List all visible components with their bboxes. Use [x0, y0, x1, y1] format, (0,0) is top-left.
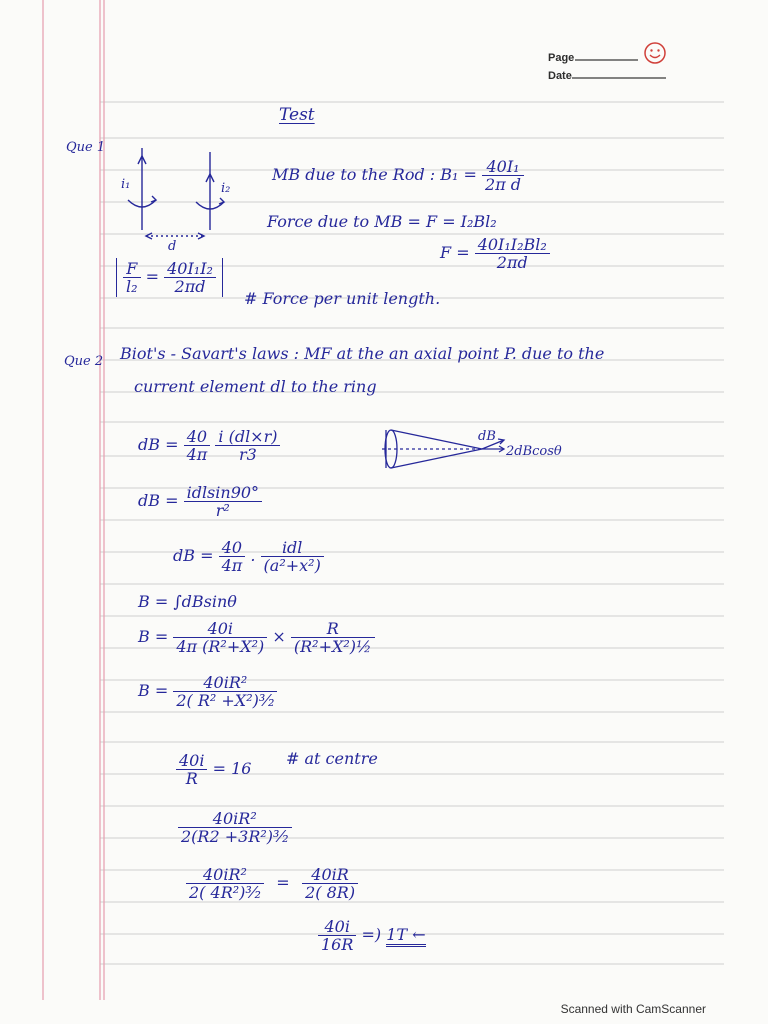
mb-equation	[272, 158, 524, 193]
biot-savart-intro-line2: current element dl to the ring	[134, 377, 377, 396]
equation-8	[178, 810, 292, 845]
eq3-lhs: dB =	[173, 546, 219, 565]
eq2-lhs: dB =	[138, 491, 184, 510]
eq5-b-den: (R²+X²)½	[293, 637, 372, 656]
boxed-result: $\frac{F}{\text{l₂}}$ = $\frac{\text{40I₁I₂}}{2\pi d}$	[116, 258, 223, 297]
eq10-fraction	[318, 918, 356, 953]
current-2-label: i₂	[221, 181, 231, 196]
eq9-equals: =	[276, 873, 290, 892]
force-text: Force due to MB =	[267, 212, 421, 231]
eq5-a-num: 40i	[173, 620, 267, 638]
mb-fraction	[482, 158, 524, 193]
mb-text: MB due to the Rod :	[272, 165, 436, 184]
eq1-const-den: 4π	[186, 445, 208, 464]
eq2-num: idlsin90°	[184, 484, 262, 502]
eq1-var-den: r3	[239, 445, 257, 464]
diagram-db-label: dB	[478, 429, 496, 444]
eq6-lhs: B =	[138, 681, 174, 700]
current-1-label: i₁	[121, 177, 131, 192]
force-rhs: F = I₂Bl₂	[426, 212, 497, 231]
eq10-num: 40i	[318, 918, 356, 936]
force-2-equation	[440, 236, 550, 271]
date-label: Date	[548, 70, 572, 82]
force-2-lhs: F =	[440, 243, 475, 262]
mb-lhs: B₁ =	[440, 165, 483, 184]
diagram-component-label: 2dBcosθ	[506, 444, 562, 459]
eq5-b-num: R	[291, 620, 375, 638]
eq5-lhs: B =	[138, 627, 174, 646]
unit-length-note: # Force per unit length.	[244, 289, 441, 308]
equation-2	[138, 484, 262, 519]
eq9b-fraction	[302, 866, 358, 901]
eq5-times: ×	[272, 627, 291, 646]
parallel-rods-diagram	[116, 138, 236, 248]
eq7-den: R	[185, 769, 198, 788]
mb-numerator: 40I₁	[482, 158, 524, 176]
eq9-den: 2( 4R²)³⁄₂	[189, 883, 261, 902]
eq2-den: r²	[215, 501, 230, 520]
question-2-label: Que 2	[64, 354, 104, 369]
page-label: Page	[548, 52, 575, 64]
eq1-var-fraction	[215, 428, 280, 463]
eq3-dot: .	[250, 546, 261, 565]
eq5-a-den: 4π (R²+X²)	[176, 637, 265, 656]
box-lhs-denominator: l₂	[126, 277, 138, 296]
eq6-fraction	[173, 674, 277, 709]
at-centre-note: # at centre	[286, 749, 378, 768]
eq1-const-fraction	[184, 428, 211, 463]
eq3-const-den: 4π	[221, 556, 243, 575]
eq8-den: 2(R2 +3R²)³⁄₂	[181, 827, 289, 846]
eq8-fraction	[178, 810, 292, 845]
equation-4: B = ∫dBsinθ	[138, 592, 237, 611]
eq10-implies: =)	[361, 925, 382, 944]
equation-7	[176, 752, 251, 787]
eq9-num: 40iR²	[186, 866, 264, 884]
equation-10	[318, 918, 426, 953]
eq7-rhs: = 16	[212, 759, 252, 778]
eq3-const-num: 40	[219, 539, 246, 557]
mb-denominator: 2π d	[485, 175, 522, 194]
eq2-fraction	[184, 484, 262, 519]
equation-6	[138, 674, 277, 709]
smiley-icon	[643, 41, 667, 65]
eq9-fraction	[186, 866, 264, 901]
force-equation	[267, 213, 497, 231]
biot-savart-intro-line1: Biot's - Savart's laws : MF at the an axial point P. due to the	[120, 344, 605, 363]
force-2-denominator: 2πd	[496, 253, 528, 272]
eq1-var-num: i (dl×r)	[215, 428, 280, 446]
force-2-fraction	[475, 236, 550, 271]
eq3-var-fraction	[261, 539, 324, 574]
page-title: Test	[279, 105, 315, 125]
equation-3	[173, 539, 324, 574]
box-rhs-denominator: 2πd	[174, 277, 206, 296]
eq9b-den: 2( 8R)	[305, 883, 356, 902]
eq1-lhs: dB =	[138, 435, 184, 454]
distance-label: d	[168, 239, 177, 254]
question-1-label: Que 1	[66, 140, 106, 155]
eq5-b-fraction	[291, 620, 375, 655]
eq3-var-num: idl	[261, 539, 324, 557]
force-2-numerator: 40I₁I₂Bl₂	[475, 236, 550, 254]
eq6-num: 40iR²	[173, 674, 277, 692]
eq7-fraction	[176, 752, 207, 787]
equation-1	[138, 428, 280, 463]
equation-5	[138, 620, 375, 655]
box-rhs-numerator: 40I₁I₂	[164, 260, 216, 278]
scanner-watermark: Scanned with CamScanner	[560, 1002, 706, 1016]
eq1-const-num: 40	[184, 428, 211, 446]
box-lhs-fraction	[123, 260, 141, 295]
eq10-den: 16R	[321, 935, 354, 954]
box-lhs-numerator: F	[123, 260, 141, 278]
equation-9	[186, 866, 358, 901]
box-rhs-fraction	[164, 260, 216, 295]
eq7-num: 40i	[176, 752, 207, 770]
eq6-den: 2( R² +X²)³⁄₂	[176, 691, 275, 710]
eq3-const-fraction	[219, 539, 246, 574]
eq3-var-den: (a²+x²)	[263, 556, 321, 575]
eq5-a-fraction	[173, 620, 267, 655]
eq9b-num: 40iR	[302, 866, 358, 884]
final-answer: 1T ←	[386, 925, 425, 947]
eq8-num: 40iR²	[178, 810, 292, 828]
